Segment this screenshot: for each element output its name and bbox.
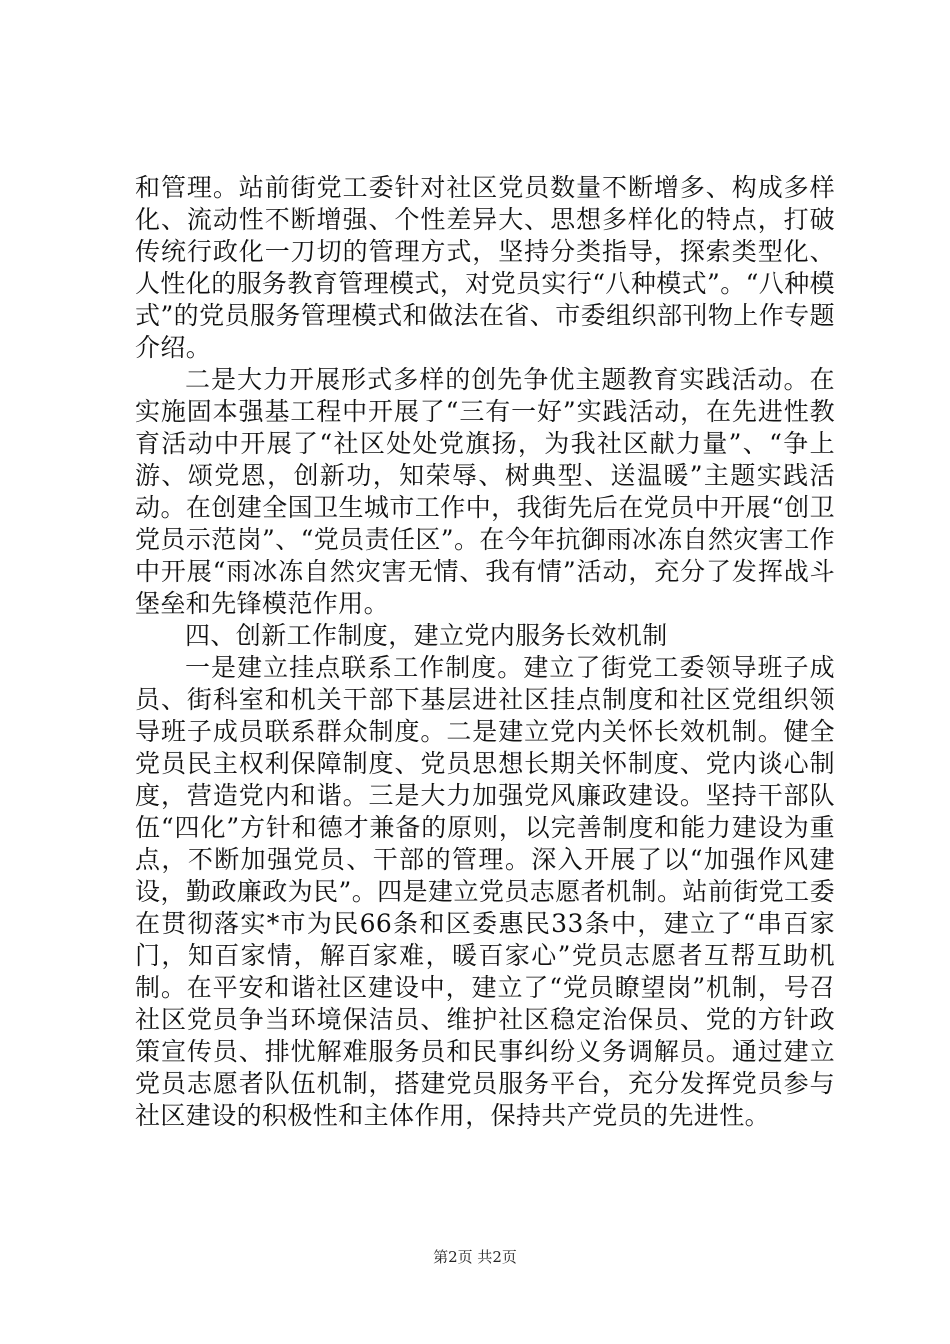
- paragraph-theme-activities: 二是大力开展形式多样的创先争优主题教育实践活动。在实施固本强基工程中开展了“三有一好”实践活动，在先进性教育活动中开展了“社区处处党旗扬，为我社区献力量”、“争上游、颂党恩，创新功，知荣辱、树典型、送温暖”主题实践活动。在创建全国卫生城市工作中，我街先后在党员中开展“创卫党员示范岗”、“党员责任区”。在今年抗御雨冰冻自然灾害工作中开展“雨冰冻自然灾害无情、我有情”活动，充分了发挥战斗堡垒和先锋模范作用。: [135, 365, 835, 618]
- section-heading-four: 四、创新工作制度，建立党内服务长效机制: [185, 621, 668, 650]
- page-footer: 第2页 共2页: [433, 1248, 517, 1266]
- paragraph-work-systems: 一是建立挂点联系工作制度。建立了街党工委领导班子成员、街科室和机关干部下基层进社区挂点制度和社区党组织领导班子成员联系群众制度。二是建立党内关怀长效机制。健全党员民主权利保障制度、党员思想长期关怀制度、党内谈心制度，营造党内和谐。三是大力加强党风廉政建设。坚持干部队伍“四化”方针和德才兼备的原则，以完善制度和能力建设为重点，不断加强党员、干部的管理。深入开展了以“加强作风建设，勤政廉政为民”。四是建立党员志愿者机制。站前街党工委在贯彻落实*市为民66条和区委惠民33条中，建立了“串百家门，知百家情，解百家难，暖百家心”党员志愿者互帮互助机制。在平安和谐社区建设中，建立了“党员瞭望岗”机制，号召社区党员争当环境保洁员、维护社区稳定治保员、党的方针政策宣传员、排忧解难服务员和民事纠纷义务调解员。通过建立党员志愿者队伍机制，搭建党员服务平台，充分发挥党员参与社区建设的积极性和主体作用，保持共产党员的先进性。: [135, 653, 835, 1130]
- document-body: [135, 172, 835, 1132]
- paragraph-management-models: 和管理。站前街党工委针对社区党员数量不断增多、构成多样化、流动性不断增强、个性差异大、思想多样化的特点，打破传统行政化一刀切的管理方式，坚持分类指导，探索类型化、人性化的服务教育管理模式，对党员实行“八种模式”。“八种模式”的党员服务管理模式和做法在省、市委组织部刊物上作专题介绍。: [135, 173, 835, 362]
